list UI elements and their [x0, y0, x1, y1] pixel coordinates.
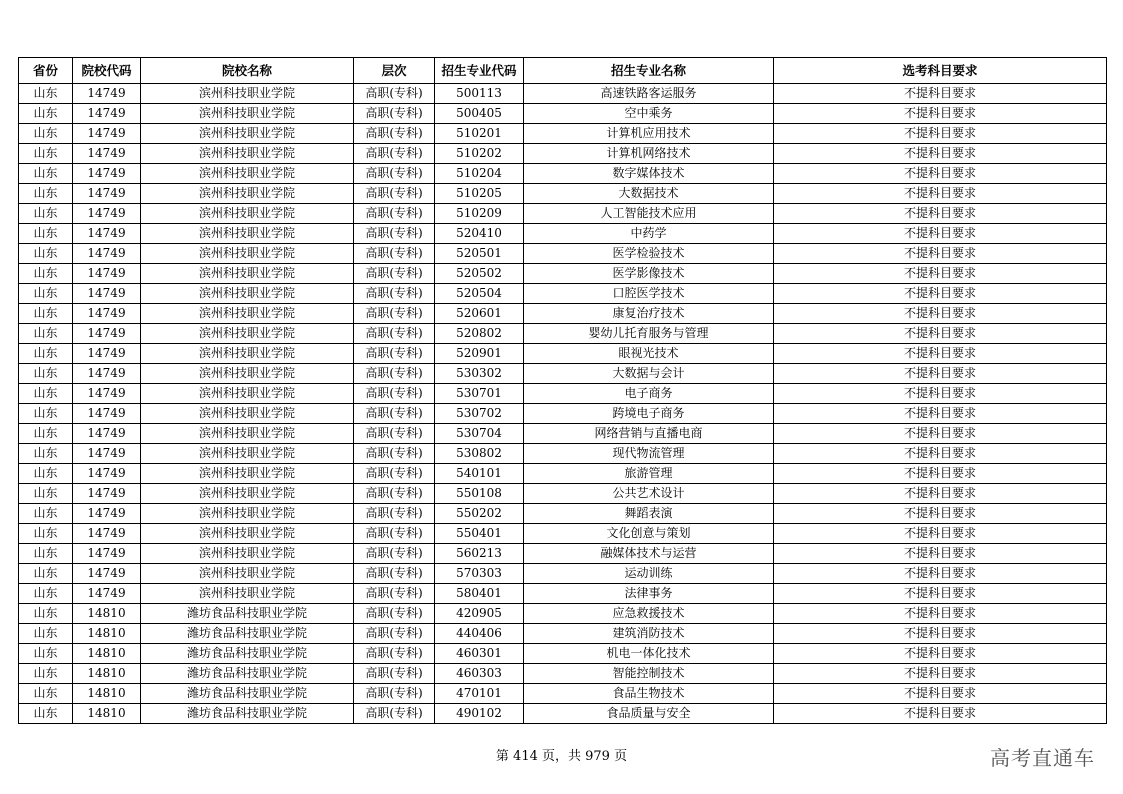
table-row — [19, 704, 1107, 724]
cell-subject-requirement: 不提科目要求 — [774, 704, 1107, 724]
cell-school-code: 14749 — [73, 184, 141, 204]
cell-school-name: 滨州科技职业学院 — [141, 304, 354, 324]
cell-subject-requirement: 不提科目要求 — [774, 284, 1107, 304]
cell-level: 高职(专科) — [354, 624, 435, 644]
cell-school-name: 滨州科技职业学院 — [141, 104, 354, 124]
cell-school-name: 滨州科技职业学院 — [141, 284, 354, 304]
cell-level: 高职(专科) — [354, 264, 435, 284]
cell-school-code: 14749 — [73, 144, 141, 164]
cell-major-code: 530704 — [435, 424, 524, 444]
cell-level: 高职(专科) — [354, 384, 435, 404]
cell-major-name: 跨境电子商务 — [524, 404, 774, 424]
cell-province: 山东 — [19, 244, 73, 264]
cell-province: 山东 — [19, 104, 73, 124]
cell-school-name: 潍坊食品科技职业学院 — [141, 624, 354, 644]
cell-province: 山东 — [19, 264, 73, 284]
watermark-logo: 高考直通车 — [990, 746, 1095, 770]
cell-subject-requirement: 不提科目要求 — [774, 404, 1107, 424]
cell-school-name: 滨州科技职业学院 — [141, 144, 354, 164]
table-row — [19, 484, 1107, 504]
cell-level: 高职(专科) — [354, 304, 435, 324]
cell-province: 山东 — [19, 464, 73, 484]
cell-province: 山东 — [19, 84, 73, 104]
cell-school-name: 潍坊食品科技职业学院 — [141, 684, 354, 704]
cell-level: 高职(专科) — [354, 444, 435, 464]
cell-subject-requirement: 不提科目要求 — [774, 484, 1107, 504]
cell-province: 山东 — [19, 684, 73, 704]
cell-major-code: 510209 — [435, 204, 524, 224]
table-row — [19, 644, 1107, 664]
cell-school-name: 潍坊食品科技职业学院 — [141, 604, 354, 624]
table-row — [19, 344, 1107, 364]
cell-major-name: 计算机应用技术 — [524, 124, 774, 144]
cell-major-name: 中药学 — [524, 224, 774, 244]
cell-major-name: 旅游管理 — [524, 464, 774, 484]
cell-level: 高职(专科) — [354, 504, 435, 524]
table-row — [19, 144, 1107, 164]
table-row — [19, 404, 1107, 424]
table-row — [19, 544, 1107, 564]
header-major-code: 招生专业代码 — [435, 58, 524, 84]
cell-school-name: 滨州科技职业学院 — [141, 164, 354, 184]
cell-major-name: 食品质量与安全 — [524, 704, 774, 724]
cell-province: 山东 — [19, 624, 73, 644]
header-major-name: 招生专业名称 — [524, 58, 774, 84]
cell-major-name: 电子商务 — [524, 384, 774, 404]
cell-school-name: 滨州科技职业学院 — [141, 244, 354, 264]
cell-major-name: 大数据技术 — [524, 184, 774, 204]
cell-major-code: 440406 — [435, 624, 524, 644]
cell-province: 山东 — [19, 424, 73, 444]
cell-subject-requirement: 不提科目要求 — [774, 544, 1107, 564]
cell-level: 高职(专科) — [354, 224, 435, 244]
table-row — [19, 504, 1107, 524]
cell-province: 山东 — [19, 664, 73, 684]
cell-province: 山东 — [19, 304, 73, 324]
cell-major-code: 520501 — [435, 244, 524, 264]
header-school-code: 院校代码 — [73, 58, 141, 84]
cell-subject-requirement: 不提科目要求 — [774, 304, 1107, 324]
cell-subject-requirement: 不提科目要求 — [774, 364, 1107, 384]
table-row — [19, 464, 1107, 484]
cell-subject-requirement: 不提科目要求 — [774, 464, 1107, 484]
cell-major-code: 560213 — [435, 544, 524, 564]
cell-major-code: 510201 — [435, 124, 524, 144]
cell-major-name: 网络营销与直播电商 — [524, 424, 774, 444]
cell-level: 高职(专科) — [354, 664, 435, 684]
cell-province: 山东 — [19, 604, 73, 624]
cell-province: 山东 — [19, 184, 73, 204]
cell-major-name: 高速铁路客运服务 — [524, 84, 774, 104]
cell-school-name: 滨州科技职业学院 — [141, 204, 354, 224]
cell-subject-requirement: 不提科目要求 — [774, 604, 1107, 624]
cell-school-name: 潍坊食品科技职业学院 — [141, 664, 354, 684]
cell-level: 高职(专科) — [354, 644, 435, 664]
cell-province: 山东 — [19, 504, 73, 524]
cell-school-code: 14749 — [73, 264, 141, 284]
cell-subject-requirement: 不提科目要求 — [774, 584, 1107, 604]
table-row — [19, 164, 1107, 184]
cell-level: 高职(专科) — [354, 144, 435, 164]
cell-school-code: 14810 — [73, 624, 141, 644]
cell-subject-requirement: 不提科目要求 — [774, 104, 1107, 124]
cell-subject-requirement: 不提科目要求 — [774, 344, 1107, 364]
cell-school-code: 14749 — [73, 284, 141, 304]
header-school-name: 院校名称 — [141, 58, 354, 84]
cell-major-code: 530302 — [435, 364, 524, 384]
cell-province: 山东 — [19, 564, 73, 584]
cell-subject-requirement: 不提科目要求 — [774, 444, 1107, 464]
cell-major-code: 540101 — [435, 464, 524, 484]
cell-province: 山东 — [19, 364, 73, 384]
cell-level: 高职(专科) — [354, 84, 435, 104]
cell-school-name: 滨州科技职业学院 — [141, 384, 354, 404]
cell-school-name: 滨州科技职业学院 — [141, 524, 354, 544]
cell-province: 山东 — [19, 324, 73, 344]
cell-province: 山东 — [19, 204, 73, 224]
cell-level: 高职(专科) — [354, 184, 435, 204]
cell-subject-requirement: 不提科目要求 — [774, 124, 1107, 144]
cell-school-name: 滨州科技职业学院 — [141, 404, 354, 424]
cell-level: 高职(专科) — [354, 244, 435, 264]
cell-school-name: 滨州科技职业学院 — [141, 464, 354, 484]
cell-subject-requirement: 不提科目要求 — [774, 84, 1107, 104]
cell-major-code: 530701 — [435, 384, 524, 404]
cell-subject-requirement: 不提科目要求 — [774, 624, 1107, 644]
table-row — [19, 444, 1107, 464]
table-row — [19, 324, 1107, 344]
cell-major-code: 460303 — [435, 664, 524, 684]
cell-school-name: 潍坊食品科技职业学院 — [141, 704, 354, 724]
cell-province: 山东 — [19, 484, 73, 504]
cell-province: 山东 — [19, 144, 73, 164]
cell-province: 山东 — [19, 544, 73, 564]
cell-school-code: 14749 — [73, 104, 141, 124]
cell-school-code: 14749 — [73, 164, 141, 184]
cell-school-code: 14749 — [73, 204, 141, 224]
cell-subject-requirement: 不提科目要求 — [774, 644, 1107, 664]
cell-major-name: 公共艺术设计 — [524, 484, 774, 504]
cell-level: 高职(专科) — [354, 104, 435, 124]
cell-school-name: 滨州科技职业学院 — [141, 324, 354, 344]
cell-major-code: 520802 — [435, 324, 524, 344]
cell-school-name: 滨州科技职业学院 — [141, 264, 354, 284]
cell-school-name: 滨州科技职业学院 — [141, 564, 354, 584]
cell-school-code: 14749 — [73, 384, 141, 404]
cell-major-code: 510205 — [435, 184, 524, 204]
cell-major-code: 510202 — [435, 144, 524, 164]
table-row — [19, 424, 1107, 444]
table-row — [19, 584, 1107, 604]
cell-major-code: 520504 — [435, 284, 524, 304]
cell-school-name: 滨州科技职业学院 — [141, 484, 354, 504]
cell-major-code: 550202 — [435, 504, 524, 524]
cell-level: 高职(专科) — [354, 604, 435, 624]
cell-subject-requirement: 不提科目要求 — [774, 184, 1107, 204]
cell-subject-requirement: 不提科目要求 — [774, 524, 1107, 544]
table-row — [19, 184, 1107, 204]
cell-major-name: 医学影像技术 — [524, 264, 774, 284]
admission-table — [18, 57, 1107, 724]
cell-level: 高职(专科) — [354, 524, 435, 544]
cell-school-code: 14810 — [73, 604, 141, 624]
cell-level: 高职(专科) — [354, 684, 435, 704]
table-row — [19, 384, 1107, 404]
cell-province: 山东 — [19, 644, 73, 664]
cell-school-name: 滨州科技职业学院 — [141, 184, 354, 204]
cell-level: 高职(专科) — [354, 204, 435, 224]
cell-major-name: 康复治疗技术 — [524, 304, 774, 324]
cell-major-code: 500113 — [435, 84, 524, 104]
table-row — [19, 604, 1107, 624]
cell-province: 山东 — [19, 224, 73, 244]
cell-school-code: 14749 — [73, 444, 141, 464]
cell-subject-requirement: 不提科目要求 — [774, 424, 1107, 444]
cell-school-code: 14810 — [73, 704, 141, 724]
table-row — [19, 224, 1107, 244]
cell-school-code: 14749 — [73, 224, 141, 244]
cell-province: 山东 — [19, 344, 73, 364]
cell-major-name: 大数据与会计 — [524, 364, 774, 384]
table-row — [19, 244, 1107, 264]
cell-subject-requirement: 不提科目要求 — [774, 504, 1107, 524]
cell-school-code: 14810 — [73, 664, 141, 684]
table-row — [19, 104, 1107, 124]
cell-major-code: 530802 — [435, 444, 524, 464]
header-province: 省份 — [19, 58, 73, 84]
cell-province: 山东 — [19, 444, 73, 464]
cell-subject-requirement: 不提科目要求 — [774, 324, 1107, 344]
cell-major-code: 530702 — [435, 404, 524, 424]
cell-major-name: 融媒体技术与运营 — [524, 544, 774, 564]
table-row — [19, 524, 1107, 544]
cell-subject-requirement: 不提科目要求 — [774, 684, 1107, 704]
cell-province: 山东 — [19, 704, 73, 724]
cell-major-code: 470101 — [435, 684, 524, 704]
cell-level: 高职(专科) — [354, 124, 435, 144]
cell-school-code: 14749 — [73, 404, 141, 424]
cell-school-code: 14749 — [73, 524, 141, 544]
cell-subject-requirement: 不提科目要求 — [774, 204, 1107, 224]
cell-province: 山东 — [19, 404, 73, 424]
cell-level: 高职(专科) — [354, 344, 435, 364]
cell-school-name: 滨州科技职业学院 — [141, 444, 354, 464]
cell-school-code: 14749 — [73, 464, 141, 484]
cell-major-name: 人工智能技术应用 — [524, 204, 774, 224]
cell-level: 高职(专科) — [354, 404, 435, 424]
cell-school-code: 14749 — [73, 484, 141, 504]
page-number: 第 414 页，共 979 页 — [495, 749, 628, 764]
cell-school-name: 潍坊食品科技职业学院 — [141, 644, 354, 664]
table-row — [19, 264, 1107, 284]
cell-province: 山东 — [19, 584, 73, 604]
cell-school-name: 滨州科技职业学院 — [141, 84, 354, 104]
table-row — [19, 364, 1107, 384]
cell-major-code: 520410 — [435, 224, 524, 244]
cell-subject-requirement: 不提科目要求 — [774, 244, 1107, 264]
cell-subject-requirement: 不提科目要求 — [774, 144, 1107, 164]
cell-school-code: 14749 — [73, 584, 141, 604]
cell-level: 高职(专科) — [354, 164, 435, 184]
cell-school-code: 14749 — [73, 84, 141, 104]
cell-subject-requirement: 不提科目要求 — [774, 384, 1107, 404]
cell-school-code: 14749 — [73, 564, 141, 584]
cell-level: 高职(专科) — [354, 324, 435, 344]
cell-province: 山东 — [19, 524, 73, 544]
cell-school-code: 14749 — [73, 544, 141, 564]
cell-major-name: 法律事务 — [524, 584, 774, 604]
cell-school-name: 滨州科技职业学院 — [141, 544, 354, 564]
cell-school-name: 滨州科技职业学院 — [141, 584, 354, 604]
cell-school-code: 14749 — [73, 304, 141, 324]
cell-major-name: 口腔医学技术 — [524, 284, 774, 304]
cell-major-name: 舞蹈表演 — [524, 504, 774, 524]
cell-level: 高职(专科) — [354, 364, 435, 384]
cell-major-name: 数字媒体技术 — [524, 164, 774, 184]
table-row — [19, 124, 1107, 144]
cell-major-code: 550401 — [435, 524, 524, 544]
cell-level: 高职(专科) — [354, 284, 435, 304]
cell-major-code: 500405 — [435, 104, 524, 124]
cell-major-code: 520601 — [435, 304, 524, 324]
table-row — [19, 624, 1107, 644]
cell-school-code: 14749 — [73, 504, 141, 524]
header-level: 层次 — [354, 58, 435, 84]
cell-major-name: 应急救援技术 — [524, 604, 774, 624]
cell-major-code: 460301 — [435, 644, 524, 664]
cell-level: 高职(专科) — [354, 464, 435, 484]
cell-subject-requirement: 不提科目要求 — [774, 224, 1107, 244]
cell-school-name: 滨州科技职业学院 — [141, 504, 354, 524]
cell-major-name: 智能控制技术 — [524, 664, 774, 684]
cell-school-code: 14749 — [73, 244, 141, 264]
cell-major-name: 文化创意与策划 — [524, 524, 774, 544]
table-row — [19, 84, 1107, 104]
table-row — [19, 284, 1107, 304]
cell-province: 山东 — [19, 124, 73, 144]
cell-major-name: 婴幼儿托育服务与管理 — [524, 324, 774, 344]
cell-major-code: 550108 — [435, 484, 524, 504]
cell-major-name: 现代物流管理 — [524, 444, 774, 464]
table-row — [19, 204, 1107, 224]
cell-school-name: 滨州科技职业学院 — [141, 364, 354, 384]
cell-major-code: 520901 — [435, 344, 524, 364]
cell-major-code: 420905 — [435, 604, 524, 624]
cell-major-name: 医学检验技术 — [524, 244, 774, 264]
cell-major-name: 计算机网络技术 — [524, 144, 774, 164]
cell-major-code: 570303 — [435, 564, 524, 584]
table-row — [19, 684, 1107, 704]
cell-school-name: 滨州科技职业学院 — [141, 344, 354, 364]
cell-subject-requirement: 不提科目要求 — [774, 664, 1107, 684]
table-row — [19, 664, 1107, 684]
table-row — [19, 564, 1107, 584]
cell-major-code: 490102 — [435, 704, 524, 724]
cell-level: 高职(专科) — [354, 564, 435, 584]
cell-province: 山东 — [19, 164, 73, 184]
cell-school-code: 14749 — [73, 344, 141, 364]
cell-major-name: 运动训练 — [524, 564, 774, 584]
table-header-row — [19, 58, 1107, 84]
cell-level: 高职(专科) — [354, 704, 435, 724]
cell-subject-requirement: 不提科目要求 — [774, 164, 1107, 184]
cell-school-code: 14810 — [73, 644, 141, 664]
cell-school-code: 14749 — [73, 324, 141, 344]
cell-school-name: 滨州科技职业学院 — [141, 224, 354, 244]
table-row — [19, 304, 1107, 324]
cell-province: 山东 — [19, 384, 73, 404]
cell-major-code: 510204 — [435, 164, 524, 184]
cell-school-name: 滨州科技职业学院 — [141, 424, 354, 444]
cell-major-name: 眼视光技术 — [524, 344, 774, 364]
cell-major-code: 580401 — [435, 584, 524, 604]
cell-major-name: 建筑消防技术 — [524, 624, 774, 644]
cell-subject-requirement: 不提科目要求 — [774, 264, 1107, 284]
cell-major-name: 空中乘务 — [524, 104, 774, 124]
cell-major-code: 520502 — [435, 264, 524, 284]
cell-level: 高职(专科) — [354, 484, 435, 504]
cell-level: 高职(专科) — [354, 424, 435, 444]
cell-school-code: 14749 — [73, 424, 141, 444]
cell-major-name: 食品生物技术 — [524, 684, 774, 704]
cell-level: 高职(专科) — [354, 544, 435, 564]
cell-province: 山东 — [19, 284, 73, 304]
cell-level: 高职(专科) — [354, 584, 435, 604]
cell-school-name: 滨州科技职业学院 — [141, 124, 354, 144]
header-subject-requirement: 选考科目要求 — [774, 58, 1107, 84]
cell-school-code: 14810 — [73, 684, 141, 704]
cell-subject-requirement: 不提科目要求 — [774, 564, 1107, 584]
cell-school-code: 14749 — [73, 124, 141, 144]
cell-school-code: 14749 — [73, 364, 141, 384]
cell-major-name: 机电一体化技术 — [524, 644, 774, 664]
